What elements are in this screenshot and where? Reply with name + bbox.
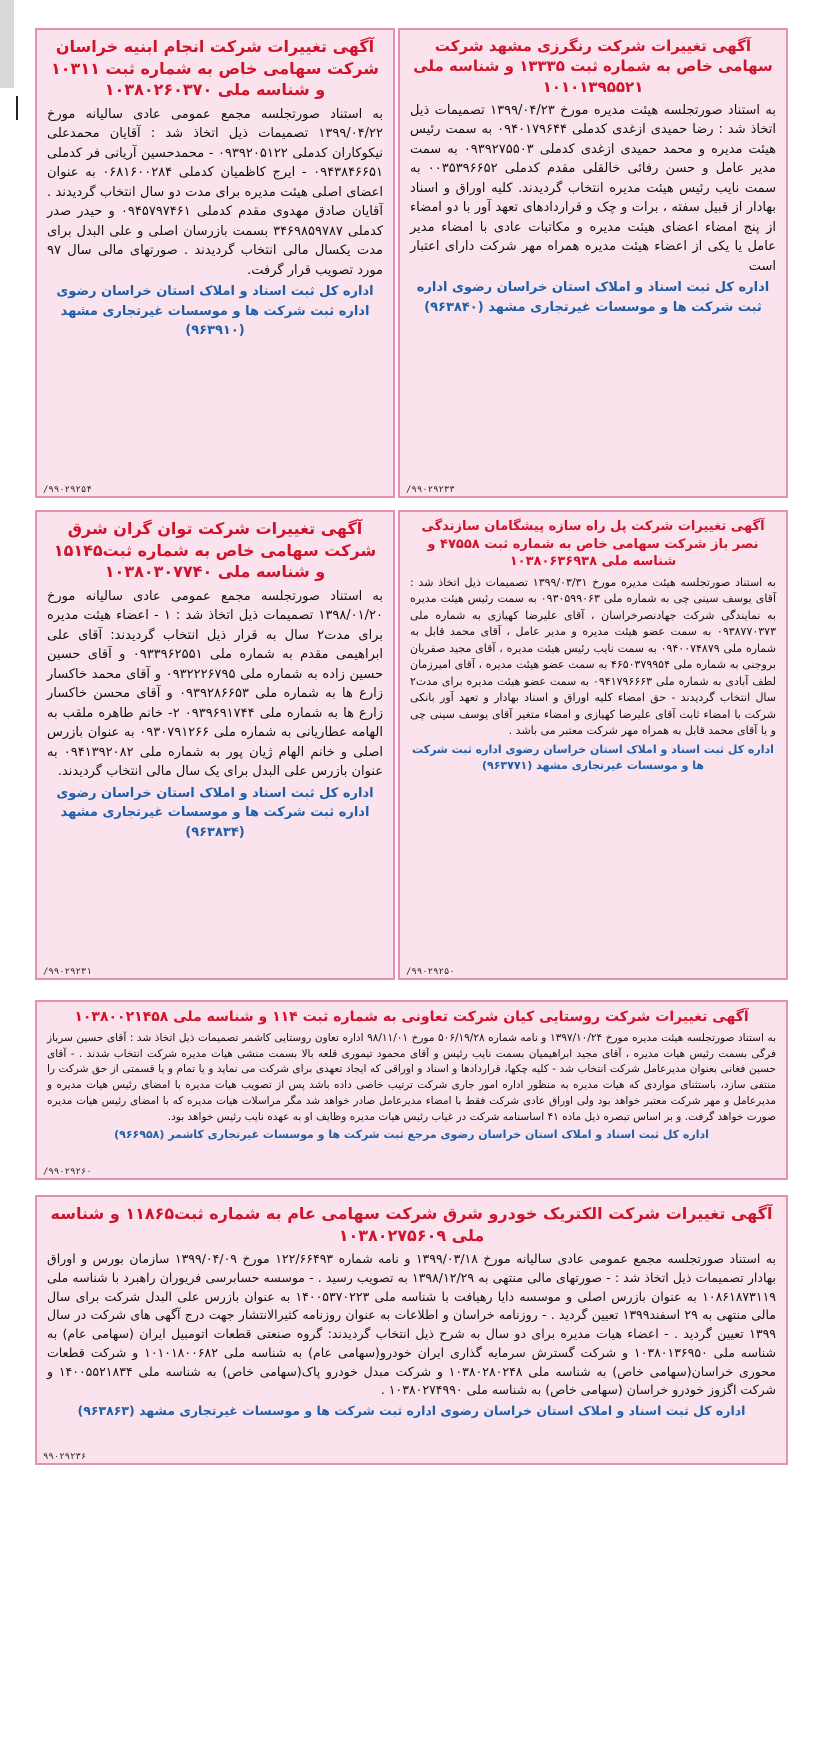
ad-title: آگهی تغییرات شرکت الکتریک خودرو شرق شرکت سهامی عام به شماره ثبت۱۱۸۶۵ و شناسه ملی ۱۰۳۸۰۲۷۵۶۰۹ [50,1204,773,1245]
ad-body: به استناد صورتجلسه هیئت مدیره مورخ ۱۳۹۷/۱۰/۲۴ و نامه شماره ۵۰۶/۱۹/۲۸ مورخ ۹۸/۱۱/۰۱ اداره تعاون روستایی کاشمر تصمیمات ذیل اتخاذ شد : آقای حسین سرباز فرگی بسمت رئیس هیات مدیره ، آقای مجید ابراهیمیان بسمت نایب رئیس و آقای محمود تیموری قلعه بالا بسمت منشی هیات مدیره شرکت انتخاب شدند . - آقای حسین فغانی بعنوان مدیرعامل شرکت انتخاب شد - کلیه چکها، قراردادها و اسناد و اوراقی که ایجاد تعهدی برای شرکت می نماید و یا تمام و یا قسمتی از حق شرکت را منتفی سازد، باستثنای مواردی که هیات مدیره به منظور اداره امور جاری شرکت ترتیب خاصی داده باشد پس از تصویب هیات مدیره با امضای رئیس هیات مدیره و مدیرعامل و مهر شرکت معتبر خواهد بود ولی اوراق عادی شرکت فقط با امضاء مدیرعامل صادر خواهد شد مگر مراسلات هیات مدیره که با امضای رئیس هیات مدیره صورت خواهد گرفت. و بر اساس تبصره ذیل ماده ۴۱ اساسنامه شرکت در غیاب رئیس هیات مدیره وظایف او به عهده نایب رئیس خواهد بود. [47,1031,776,1123]
ad-pol-rah-sazeh [398,510,788,980]
ad-body: به استناد صورتجلسه مجمع عمومی عادی سالیانه مورخ ۱۳۹۹/۰۳/۱۸ و نامه شماره ۱۲۲/۶۶۴۹۳ مورخ ۱۳۹۹/۰۴/۰۹ سازمان بورس و اوراق بهادار تصمیمات ذیل اتخاذ شد : - صورتهای مالی منتهی به ۱۳۹۸/۱۲/۲۹ به تصویب رسید . - موسسه حسابرسی فریوران راهبرد با شناسه ملی ۱۰۸۶۱۸۷۳۱۱۹ به عنوان بازرس اصلی و موسسه دایا رهیافت با شناسه ملی ۱۴۰۰۵۳۷۰۲۲۳ به عنوان بازرس علی البدل شرکت برای سال مالی منتهی به ۲۹ اسفند۱۳۹۹ تعیین گردید . - روزنامه خراسان و اطلاعات به عنوان روزنامه کثیرالانتشار جهت درج آگهی های شرکت در سال ۱۳۹۹ تعیین گردید . - اعضاء هیات مدیره برای دو سال به شرح ذیل انتخاب گردیدند: گروه صنعتی قطعات اتومبیل ایران (سهامی عام) به شناسه ملی ۱۰۳۸۰۱۳۶۹۵۰ و شرکت گسترش سرمایه گذاری ایران خودرو(سهامی عام) به شناسه ملی ۱۰۱۰۱۸۰۰۶۸۲ و شرکت قطعات محوری خراسان(سهامی خاص) به شناسه ملی ۱۰۳۸۰۲۸۰۲۴۸ و شرکت مبدل خودرو پاک(سهامی خاص) به شناسه ملی ۱۴۰۰۵۵۲۱۸۳۴ و شرکت اگزوز خودرو خراسان (سهامی خاص) به شناسه ملی ۱۰۳۸۰۲۷۴۹۹۰ . [47,1251,777,1398]
ad-code: /۹۹۰۲۹۲۶۰ [43,1167,92,1177]
ad-rangrazi-mashhad [398,28,788,498]
ad-title: آگهی تغییرات شرکت انجام ابنیه خراسان شرکت سهامی خاص به شماره ثبت ۱۰۳۱۱ و شناسه ملی ۱۰۳۸۰۲۶۰۳۷۰ [51,37,379,100]
ad-code: /۹۹۰۲۹۲۵۴ [43,485,92,495]
ad-code: /۹۹۰۲۹۲۵۰ [406,967,455,977]
ad-electric-khodro-shargh [35,1195,788,1465]
ad-roostaei-kian [35,1000,788,1180]
ad-title: آگهی تغییرات شرکت توان گران شرق شرکت سهامی خاص به شماره ثبت۱۵۱۴۵ و شناسه ملی ۱۰۳۸۰۳۰۷۷۴۰ [53,519,377,582]
ad-body: به استناد صورتجلسه هیئت مدیره مورخ ۱۳۹۹/۰۳/۳۱ تصمیمات ذیل اتخاذ شد : آقای یوسف سینی چی به شماره ملی ۰۹۳۰۵۹۹۰۶۳ به سمت رئیس هیئت مدیره به نمایندگی شرکت جهادنصرخراسان ، آقای علیرضا کهیازی به شماره ملی ۰۹۳۸۷۷۰۳۷۳ به سمت عضو هیئت مدیره و مدیر عامل ، آقای محمد قابل به شماره ملی ۰۹۴۰۰۷۴۸۷۹ به سمت نایب رئیس هیئت مدیره ، آقای مجید صفریان بروجنی به شماره ملی ۴۶۵۰۳۷۹۹۵۴ به سمت عضو هیئت مدیره ، آقای امیرزمان لطف آبادی به شماره ملی ۰۹۴۱۷۹۶۶۶۳ به سمت عضو هیئت مدیره برای مدت۲ سال انتخاب گردیدند - حق امضاء کلیه اوراق و اسناد بهادار و تعهد آور بانکی شرکت با امضاء ثابت آقای علیرضا کهیازی و امضاء متغیر آقای یوسف سینی چی و یا آقای محمد قابل به همراه مهر شرکت معتبر می باشد . [410,575,776,738]
ad-footer: اداره کل ثبت اسناد و املاک استان خراسان رضوی اداره ثبت شرکت ها و موسسات غیرتجاری مشهد (۹۶۳۸۳۴) [56,785,374,840]
ad-footer: اداره کل ثبت اسناد و املاک استان خراسان رضوی اداره ثبت شرکت ها و موسسات غیرتجاری مشهد (۹۶۳۸۶۳) [77,1403,746,1419]
ad-footer: اداره کل ثبت اسناد و املاک استان خراسان رضوی اداره ثبت شرکت ها و موسسات غیرتجاری مشهد (۹۶۳۹۱۰) [56,284,374,339]
ad-tavan-garan-shargh [35,510,395,980]
ad-body: به استناد صورتجلسه مجمع عمومی عادی سالیانه مورخ ۱۳۹۹/۰۴/۲۲ تصمیمات ذیل اتخاذ شد : آقایان محمدعلی نیکوکاران کدملی ۰۹۳۹۲۰۵۱۲۲ - محمدحسین آریانی فر کدملی ۰۹۴۳۸۴۶۶۵۱ - ایرج کاظمیان کدملی ۰۶۸۱۶۰۰۲۸۴ به عنوان اعضای اصلی هیئت مدیره برای مدت دو سال انتخاب گردیدند . آقایان صادق مهدوی مقدم کدملی ۰۹۴۵۷۹۷۴۶۱ و حیدر صدر کدملی ۳۴۶۹۸۵۹۷۸۷ بسمت بازرسان اصلی و علی البدل برای مدت یکسال مالی انتخاب گردیدند . صورتهای مالی سال ۹۷ مورد تصویب قرار گرفت. [47,106,384,278]
ad-code: /۹۹۰۲۹۲۳۳ [406,485,455,495]
ad-title: آگهی تغییرات شرکت پل راه سازه پیشگامان سازندگی نصر باز شرکت سهامی خاص به شماره ثبت ۴۷۵۵۸ و شناسه ملی ۱۰۳۸۰۶۳۶۹۳۸ [421,519,765,570]
ad-body: به استناد صورتجلسه مجمع عمومی عادی سالیانه مورخ ۱۳۹۸/۰۱/۲۰ تصمیمات ذیل اتخاذ شد : ۱ - اعضاء هیئت مدیره برای مدت۲ سال به قرار ذیل انتخاب گردیدند: آقای علی ابراهیمی مقدم به شماره ملی ۰۹۳۳۹۶۲۵۵۱ و آقای حسین حسین زاده به شماره ملی ۰۹۳۲۲۲۶۷۹۵ و آقای محمد خاکسار زارع ها به شماره ملی ۰۹۳۹۲۸۶۶۵۳ و آقای محسن خاکسار زارع ها به شماره ملی ۰۹۳۹۶۹۱۷۴۴ ۲- خانم طاهره ملقب به الهامه عطاریانی به شماره ملی ۰۹۳۰۷۹۱۲۶۶ به عنوان بازرس اصلی و خانم الهام ژیان پور به شماره ملی ۰۹۴۱۳۹۲۰۸۲ به عنوان بازرس علی البدل برای یک سال مالی انتخاب گردیدند. [47,588,383,780]
ad-code: ۹۹۰۲۹۲۳۶ [43,1452,87,1462]
ad-footer: اداره کل ثبت اسناد و املاک استان خراسان رضوی مرجع ثبت شرکت ها و موسسات غیرتجاری کاشمر (۹۶۶۹۵۸) [114,1128,709,1142]
ad-footer: اداره کل ثبت اسناد و املاک استان خراسان رضوی اداره ثبت شرکت ها و موسسات غیرتجاری مشهد (۹۶۳۸۴۰) [416,280,770,315]
ad-anjam-abnieh-khorasan [35,28,395,498]
ad-body: به استناد صورتجلسه هیئت مدیره مورخ ۱۳۹۹/۰۴/۲۳ تصمیمات ذیل اتخاذ شد : رضا حمیدی ازغدی کدملی ۰۹۴۰۱۷۹۶۴۴ به سمت رئیس هیئت مدیره و محمد حمیدی ازغدی کدملی ۰۹۳۹۲۷۵۵۰۳ به سمت مدیر عامل و حسن رفائی خالقلی مقدم کدملی ۰۰۳۵۳۹۶۶۵۲ به سمت نایب رئیس هیئت مدیره انتخاب گردیدند. کلیه اوراق و اسناد بهادار از قبیل سفته ، برات و چک و قراردادهای تعهد آور با دو امضاء از پنج امضاء اعضای هیئت مدیره و مکاتبات عادی با امضاء مدیر عامل یا یکی از اعضاء هیئت مدیره همراه مهر شرکت دارای اعتبار است [410,102,777,274]
ad-footer: اداره کل ثبت اسناد و املاک استان خراسان رضوی اداره ثبت شرکت ها و موسسات غیرتجاری مشهد (۹۶۳۷۷۱) [412,742,774,773]
page-edge-strip [0,0,14,88]
ad-title: آگهی تغییرات شرکت رنگرزی مشهد شرکت سهامی خاص به شماره ثبت ۱۳۳۳۵ و شناسه ملی ۱۰۱۰۱۳۹۵۵۲۱ [413,37,773,96]
ad-code: /۹۹۰۲۹۲۳۱ [43,967,92,977]
ad-title: آگهی تغییرات شرکت روستایی کیان شرکت تعاونی به شماره ثبت ۱۱۴ و شناسه ملی ۱۰۳۸۰۰۲۱۴۵۸ [74,1009,749,1025]
page-edge-mark [16,96,18,120]
